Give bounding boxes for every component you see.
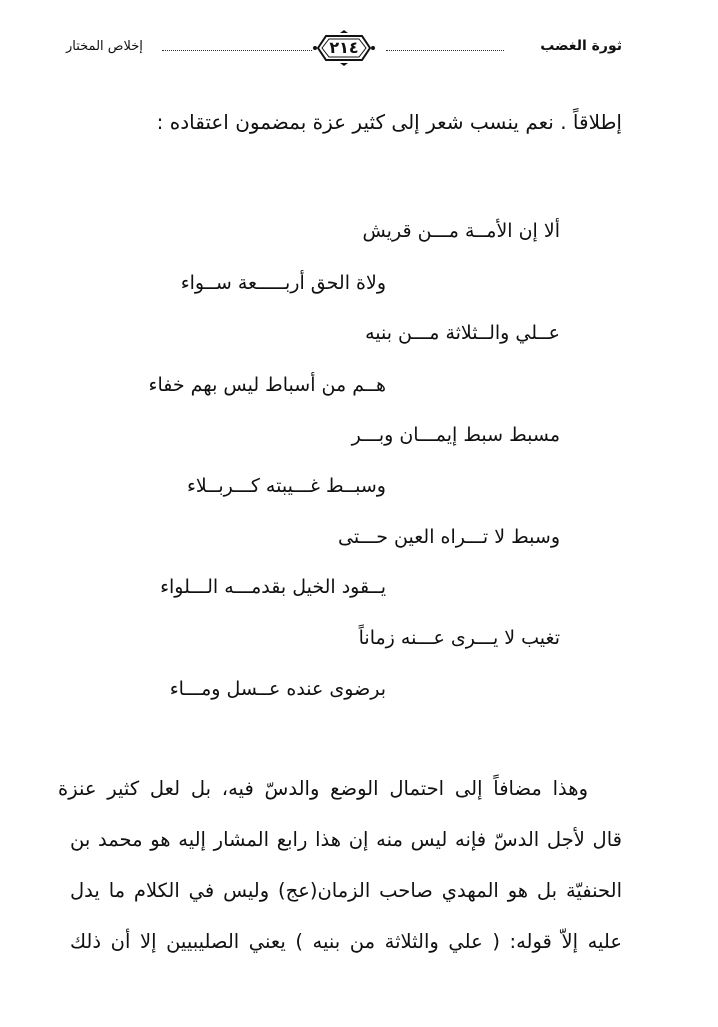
paragraph-line: عليه إلاّ قوله: ( علي والثلاثة من بنيه ) يعني الصليبيين إلا أن ذلك	[70, 930, 622, 953]
page-number: ٢١٤	[329, 38, 359, 57]
header-leader-dots-right	[386, 50, 504, 51]
paragraph-line: الحنفيّة بل هو المهدي صاحب الزمان(عج) وليس في الكلام ما يدل	[70, 879, 622, 902]
author-name: إخلاص المختار	[66, 39, 143, 54]
page-number-ornament	[312, 30, 376, 66]
book-title: ثورة الغضب	[540, 38, 622, 54]
poem-verse: هــم من أسباط ليس بهم خفاء	[148, 374, 386, 396]
poem-verse: وسبط لا تـــراه العين حـــتى	[337, 526, 560, 548]
poem-verse: وسبــط غـــيبته كـــربــلاء	[186, 475, 386, 497]
intro-line: إطلاقاً . نعم ينسب شعر إلى كثير عزة بمضمون اعتقاده :	[156, 110, 622, 134]
poem-verse: ولاة الحق أربـــــعة ســواء	[180, 272, 386, 294]
header-leader-dots-left	[162, 50, 312, 51]
paragraph-line: وهذا مضافاً إلى احتمال الوضع والدسّ فيه، بل لعل كثير عنزة	[58, 777, 588, 800]
running-header	[66, 30, 622, 66]
poem-verse: برضوى عنده عــسل ومـــاء	[169, 678, 386, 700]
poem-verse: عــلي والــثلاثة مـــن بنيه	[365, 322, 560, 344]
poem-verse: ألا إن الأمــة مـــن قريش	[362, 220, 560, 242]
paragraph-line: قال لأجل الدسّ فإنه ليس منه إن هذا رابع المشار إليه هو محمد بن	[70, 828, 622, 851]
poem-verse: يــقود الخيل بقدمـــه الـــلواء	[160, 576, 386, 598]
poem-verse: مسبط سبط إيمـــان وبـــر	[351, 424, 560, 446]
poem-verse: تغيب لا يـــرى عـــنه زماناً	[358, 627, 560, 649]
